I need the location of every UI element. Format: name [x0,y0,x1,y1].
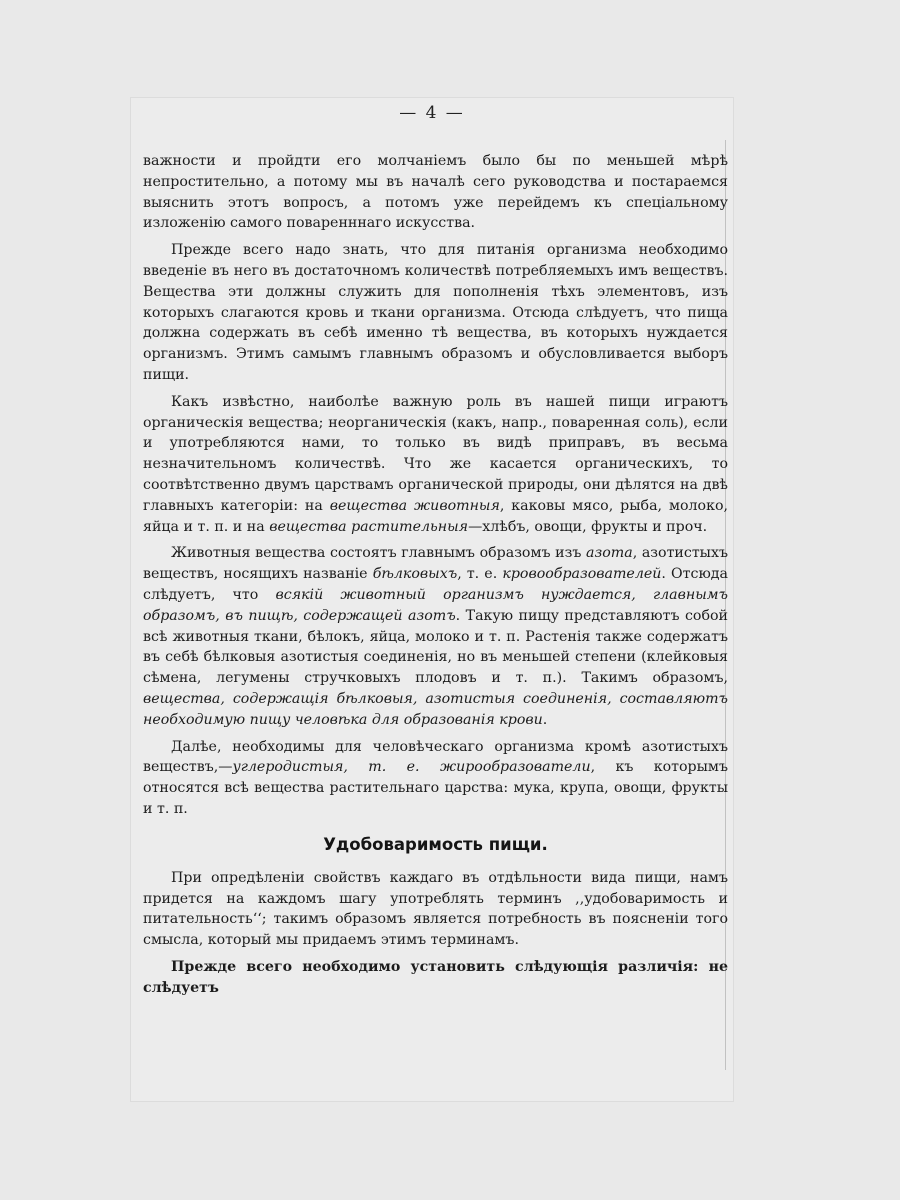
text-run: , къ которымъ относятся всѣ вещества растительнаго царства: мука, крупа, овощи, фрукты и т. п. [143,759,728,817]
paragraph [143,543,728,730]
text-run: , каковы мясо, рыба, молоко, яйца и т. п. и на [143,497,729,535]
page-body [143,151,728,998]
text-run: Какъ извѣстно, наиболѣе важную роль въ нашей пищи играютъ органическія вещества; неорганическія (какъ, напр., поваренная соль), если и употребляются нами, то только въ видѣ приправъ, въ весьма незначительномъ количествѣ. Что же касается органическихъ, то соотвѣтственно двумъ царствамъ органической природы, они дѣлятся на двѣ главныхъ категоріи: на [143,393,728,514]
paragraph [143,240,728,386]
text-run: , т. е. [457,566,503,583]
italic-term: вещества, содержащія бѣлковыя, азотистыя соединенія, составляютъ необходимую пищу человѣка для образованія крови [143,690,728,728]
italic-term: бѣлковыхъ [372,566,458,583]
text-run: Животныя вещества состоятъ главнымъ образомъ изъ [171,545,587,562]
text-run: важности и пройдти его молчаніемъ было бы по меньшей мѣрѣ непростительно, а потому мы въ началѣ сего руководства и постараемся выяснить этотъ вопросъ, а потомъ уже перейдемъ къ спеціальному изложенію самого поваренннаго искусства. [143,153,728,232]
scanned-page [130,97,734,1102]
italic-term: вещества растительныя [269,518,469,535]
paragraph [143,151,728,234]
text-run: Далѣе, необходимы для человѣческаго организма кромѣ азотистыхъ веществъ,— [143,738,728,776]
text-run: Прежде всего надо знать, что для питанія организма необходимо введеніе въ него въ достаточномъ количествѣ потребляемыхъ имъ веществъ. Вещества эти должны служить для пополненія тѣхъ элементовъ, изъ которыхъ слагаются кровь и ткани организма. Отсюда слѣдуетъ, что пища должна содержать въ себѣ именно тѣ вещества, въ которыхъ нуждается организмъ. Этимъ самымъ главнымъ образомъ и обусловливается выборъ пищи. [143,242,728,383]
section-heading: Удобоваримость пищи. [323,834,548,854]
italic-term: азота [586,545,633,562]
text-run: . Отсюда слѣдуетъ, что [143,566,729,603]
italic-term: всякій животный организмъ нуждается, главнымъ образомъ, въ пищѣ, содержащей азотъ [143,586,729,624]
paragraph [143,392,728,538]
text-run: —хлѣбъ, овощи, фрукты и проч. [468,518,708,535]
italic-term: углеродистыя, т. е. жирообразователи [232,759,591,776]
text-run: При опредѣленіи свойствъ каждаго въ отдѣльности вида пищи, намъ придется на каждомъ шагу употреблять терминъ ,,удобоваримость и питательность‘‘; такимъ образомъ является потребность въ поясненіи того смысла, который мы придаемъ этимъ терминамъ. [143,869,728,949]
text-run: , азотистыхъ веществъ, носящихъ названіе [143,545,728,583]
text-run: . Такую пищу представляютъ собой всѣ животныя ткани, бѣлокъ, яйца, молоко и т. п. Растенія также содержатъ въ себѣ бѣлковыя азотистыя соединенія, но въ меньшей степени (клейковыя сѣмена, легумены стручковыхъ плодовъ и т. п.). Такимъ образомъ, [143,607,728,687]
paragraph [143,868,728,951]
page-number: — 4 — [399,103,465,123]
text-run: Прежде всего необходимо установить слѣдующія различія: не слѣдуетъ [143,958,728,996]
paragraph [143,957,728,999]
scan-edge-line [725,140,726,1070]
italic-term: вещества животныя [329,497,500,514]
paragraph [143,737,728,820]
italic-term: кровообразователей [502,566,662,583]
text-run: . [542,711,548,728]
